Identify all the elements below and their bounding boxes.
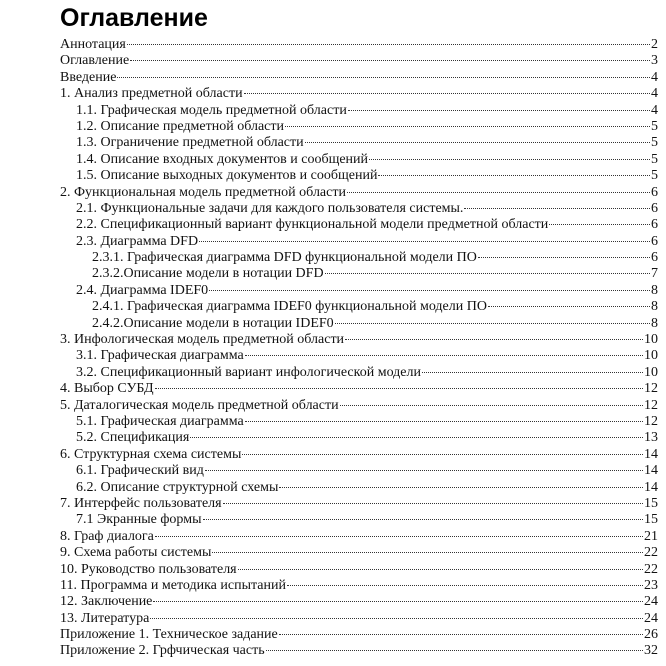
toc-entry[interactable] <box>60 430 658 446</box>
dot-leader <box>305 142 650 143</box>
toc-entry[interactable] <box>60 103 658 119</box>
toc-entry[interactable] <box>60 168 658 184</box>
dot-leader <box>266 650 643 651</box>
toc-entry-page: 15 <box>644 495 658 511</box>
toc-entry[interactable] <box>60 463 658 479</box>
toc-entry[interactable] <box>60 135 658 151</box>
toc-entry[interactable] <box>60 529 658 545</box>
toc-entry[interactable] <box>60 594 658 610</box>
toc-entry-label: 1.4. Описание входных документов и сообщений <box>76 151 369 167</box>
dot-leader <box>205 470 643 471</box>
toc-entry-label: 2.3.1. Графическая диаграмма DFD функциональной модели ПО <box>92 250 477 266</box>
toc-entry[interactable] <box>60 299 658 315</box>
toc-entry[interactable] <box>60 643 658 659</box>
toc-entry-label: Аннотация <box>60 37 126 52</box>
toc-entry-label: 13. Литература <box>60 610 150 626</box>
toc-entry-page: 6 <box>651 184 658 200</box>
toc-entry-page: 26 <box>644 627 658 643</box>
toc-entry[interactable] <box>60 414 658 430</box>
toc-entry-label: 1.5. Описание выходных документов и сообщений <box>76 168 378 184</box>
dot-leader <box>155 536 643 537</box>
dot-leader <box>325 273 650 274</box>
toc-entry[interactable] <box>60 381 658 397</box>
toc-entry-page: 12 <box>644 381 658 397</box>
toc-entry-label: Приложение 1. Техническое задание <box>60 627 278 643</box>
toc-entry[interactable] <box>60 217 658 233</box>
toc-entry[interactable] <box>60 152 658 168</box>
toc-entry[interactable] <box>60 266 658 282</box>
toc-entry-page: 2 <box>651 37 658 52</box>
dot-leader <box>130 60 650 61</box>
toc-entry-page: 4 <box>651 69 658 85</box>
dot-leader <box>127 44 650 45</box>
toc-entry[interactable] <box>60 496 658 512</box>
dot-leader <box>199 241 650 242</box>
dot-leader <box>150 618 643 619</box>
toc-entry-label: 2.4.2.Описание модели в нотации IDEF0 <box>92 315 334 331</box>
toc-entry-label: 3.1. Графическая диаграмма <box>76 348 244 364</box>
toc-entry[interactable] <box>60 627 658 643</box>
dot-leader <box>340 405 643 406</box>
toc-entry-label: 2. Функциональная модель предметной области <box>60 184 346 200</box>
toc-entry-page: 14 <box>644 446 658 462</box>
toc-entry[interactable] <box>60 398 658 414</box>
toc-entry-page: 24 <box>644 610 658 626</box>
toc-entry-label: 2.1. Функциональные задачи для каждого пользователя системы. <box>76 200 464 216</box>
toc-entry-label: 2.4. Диаграмма IDEF0 <box>76 282 209 298</box>
toc-entry[interactable] <box>60 365 658 381</box>
toc-entry-page: 7 <box>651 266 658 282</box>
dot-leader <box>285 126 650 127</box>
toc-entry[interactable] <box>60 283 658 299</box>
dot-leader <box>369 159 650 160</box>
table-of-contents <box>60 37 658 660</box>
toc-entry[interactable] <box>60 70 658 86</box>
toc-entry-label: 6. Структурная схема системы <box>60 446 242 462</box>
dot-leader <box>378 175 650 176</box>
dot-leader <box>488 306 650 307</box>
dot-leader <box>155 388 644 389</box>
toc-entry[interactable] <box>60 611 658 627</box>
toc-entry[interactable] <box>60 562 658 578</box>
dot-leader <box>347 192 650 193</box>
toc-entry-page: 24 <box>644 594 658 610</box>
toc-entry-page: 12 <box>644 413 658 429</box>
toc-entry-page: 10 <box>644 348 658 364</box>
toc-entry-label: 1.3. Ограничение предметной области <box>76 135 304 151</box>
toc-entry-page: 4 <box>651 86 658 102</box>
toc-entry[interactable] <box>60 119 658 135</box>
toc-entry-page: 32 <box>644 643 658 659</box>
toc-entry[interactable] <box>60 234 658 250</box>
toc-entry-page: 8 <box>651 315 658 331</box>
toc-entry-page: 15 <box>644 512 658 528</box>
dot-leader <box>348 110 650 111</box>
toc-entry[interactable] <box>60 348 658 364</box>
toc-entry[interactable] <box>60 316 658 332</box>
toc-entry[interactable] <box>60 250 658 266</box>
toc-entry[interactable] <box>60 578 658 594</box>
dot-leader <box>422 372 643 373</box>
toc-entry[interactable] <box>60 512 658 528</box>
toc-entry[interactable] <box>60 201 658 217</box>
toc-entry[interactable] <box>60 447 658 463</box>
dot-leader <box>203 519 644 520</box>
dot-leader <box>245 421 643 422</box>
toc-entry-page: 14 <box>644 479 658 495</box>
toc-entry-page: 10 <box>644 332 658 348</box>
toc-entry-label: 1.1. Графическая модель предметной области <box>76 102 347 118</box>
dot-leader <box>153 601 643 602</box>
toc-entry-page: 14 <box>644 463 658 479</box>
dot-leader <box>117 77 650 78</box>
toc-entry-page: 8 <box>651 282 658 298</box>
toc-entry-label: 5.1. Графическая диаграмма <box>76 413 244 429</box>
toc-entry[interactable] <box>60 480 658 496</box>
toc-entry-label: 4. Выбор СУБД <box>60 381 154 397</box>
toc-entry-label: 5. Даталогическая модель предметной области <box>60 397 339 413</box>
toc-entry-page: 4 <box>651 102 658 118</box>
toc-entry-label: 1.2. Описание предметной области <box>76 118 285 134</box>
toc-entry-label: 3.2. Спецификационный вариант инфологической модели <box>76 364 421 380</box>
dot-leader <box>223 503 643 504</box>
toc-entry-page: 5 <box>651 151 658 167</box>
toc-entry-page: 3 <box>651 53 658 69</box>
toc-entry[interactable] <box>60 332 658 348</box>
toc-entry-label: 2.2. Спецификационный вариант функциональной модели предметной области <box>76 217 549 233</box>
toc-entry-page: 5 <box>651 168 658 184</box>
dot-leader <box>212 552 643 553</box>
dot-leader <box>244 93 650 94</box>
toc-entry-label: Введение <box>60 69 117 85</box>
toc-entry-label: 10. Руководство пользователя <box>60 561 237 577</box>
toc-entry-page: 6 <box>651 233 658 249</box>
toc-entry-label: 2.3. Диаграмма DFD <box>76 233 199 249</box>
toc-entry-page: 13 <box>644 430 658 446</box>
toc-entry-label: 7.1 Экранные формы <box>76 512 202 528</box>
toc-entry-label: 12. Заключение <box>60 594 153 610</box>
toc-entry-label: 2.4.1. Графическая диаграмма IDEF0 функциональной модели ПО <box>92 299 487 315</box>
dot-leader <box>279 634 643 635</box>
toc-entry-label: 1. Анализ предметной области <box>60 86 243 102</box>
toc-entry-page: 6 <box>651 250 658 266</box>
toc-entry-page: 23 <box>644 577 658 593</box>
toc-entry-label: 11. Программа и методика испытаний <box>60 577 286 593</box>
toc-entry[interactable] <box>60 37 658 53</box>
toc-entry-page: 21 <box>644 528 658 544</box>
dot-leader <box>287 585 643 586</box>
dot-leader <box>549 224 650 225</box>
toc-entry-page: 6 <box>651 200 658 216</box>
page-title: Оглавление <box>60 4 208 32</box>
toc-entry[interactable] <box>60 86 658 102</box>
toc-entry-page: 22 <box>644 545 658 561</box>
dot-leader <box>345 339 643 340</box>
toc-entry-label: 5.2. Спецификация <box>76 430 190 446</box>
toc-entry-page: 12 <box>644 397 658 413</box>
dot-leader <box>464 208 650 209</box>
toc-entry-page: 8 <box>651 299 658 315</box>
toc-entry-label: 6.2. Описание структурной схемы <box>76 479 279 495</box>
dot-leader <box>242 454 643 455</box>
toc-entry[interactable] <box>60 185 658 201</box>
dot-leader <box>478 257 650 258</box>
toc-entry-label: 9. Схема работы системы <box>60 545 212 561</box>
toc-entry-label: Оглавление <box>60 53 130 69</box>
toc-entry-label: Приложение 2. Грфчическая часть <box>60 643 265 659</box>
toc-entry-page: 10 <box>644 364 658 380</box>
dot-leader <box>245 355 643 356</box>
toc-entry-label: 7. Интерфейс пользователя <box>60 495 222 511</box>
dot-leader <box>190 437 643 438</box>
toc-entry-label: 2.3.2.Описание модели в нотации DFD <box>92 266 324 282</box>
dot-leader <box>209 290 650 291</box>
toc-entry-page: 5 <box>651 118 658 134</box>
toc-entry-label: 3. Инфологическая модель предметной области <box>60 332 345 348</box>
dot-leader <box>335 323 650 324</box>
toc-entry-page: 5 <box>651 135 658 151</box>
toc-entry-label: 8. Граф диалога <box>60 528 154 544</box>
dot-leader <box>238 569 643 570</box>
toc-entry-label: 6.1. Графический вид <box>76 463 204 479</box>
toc-entry[interactable] <box>60 53 658 69</box>
toc-entry-page: 22 <box>644 561 658 577</box>
toc-entry[interactable] <box>60 545 658 561</box>
dot-leader <box>279 487 643 488</box>
toc-entry-page: 6 <box>651 217 658 233</box>
